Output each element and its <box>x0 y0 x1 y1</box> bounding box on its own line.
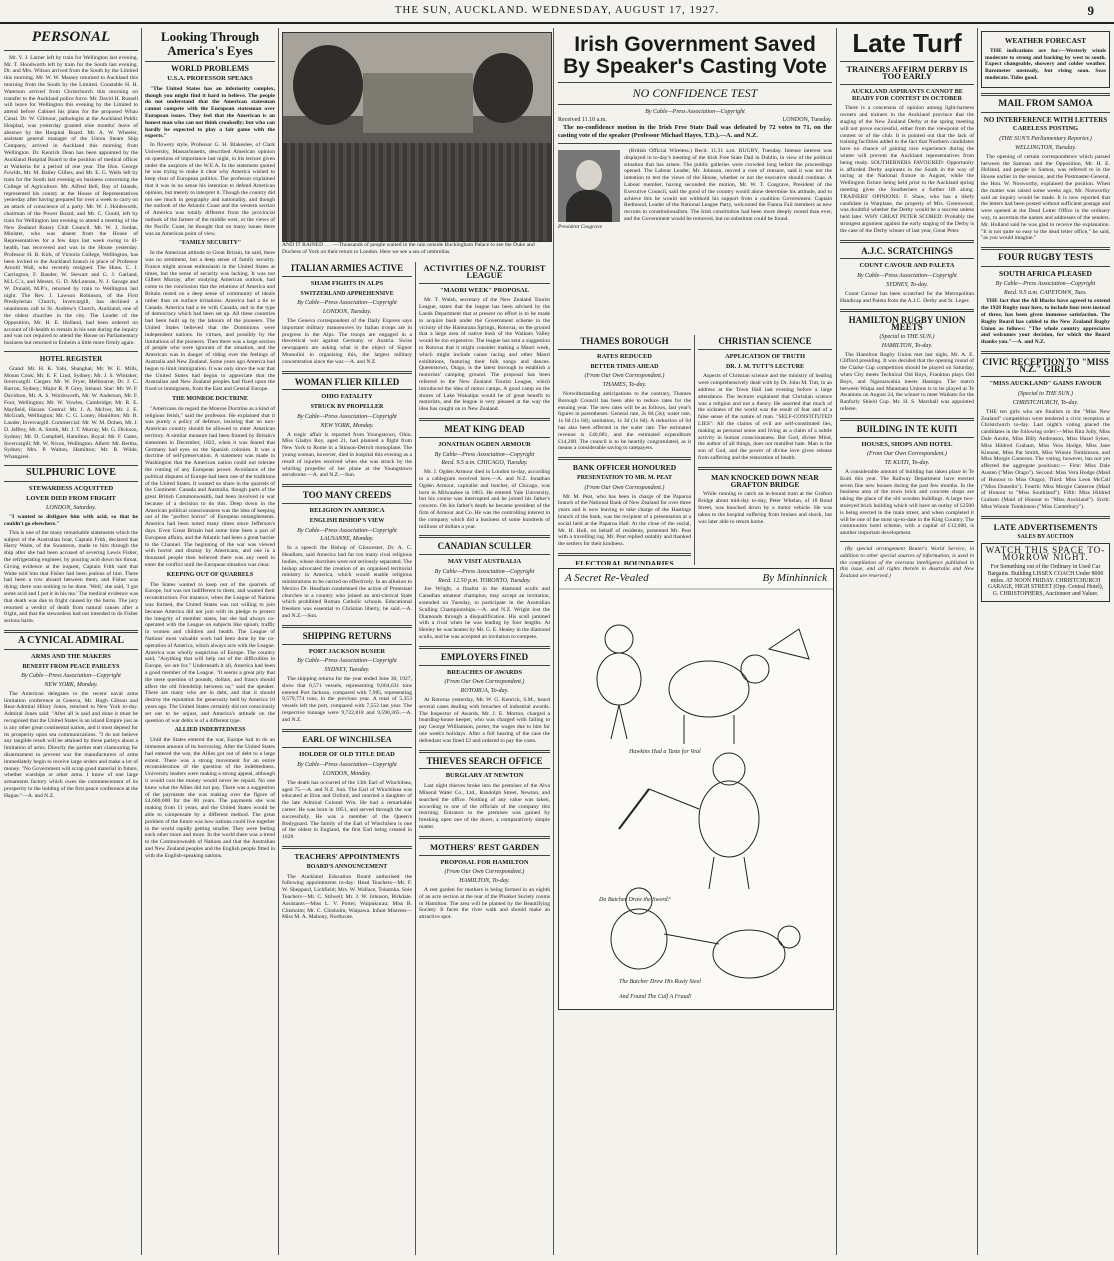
hotel-text: Grand: Mr. H. K. Yahi, Shanghai; Mr. W. E. Mills, Mount Cook; Mr. E. F. Lind, Sydney; Mr. J. S. Whitaker, Invercargill. Cargen: Mr. W. Fryer, Melbourne; Dr. J. C. Barron, Sydney; Major R. P. Grey, Ireland. Star: Mr. W. F. Davidson, Mr. A. S. Wordsworth, Mr. W. Anderson, Mr. F. Foot, Wellington; Mr. W. Vowles, Cambridge; Mr. R. E. Mayfield, Harare. Central: Mr. J. A. McIver, Mr. J. E. McGrath, Wellington; Mr. C. G. Loney, Hamilton; Mr. R. Lauder, Invercargill. Commercial: Mr. W. M. Dohen, Mr. J. D. Jaffrey, Mr. A. Smith, Mr. J. T. Murray, Mr. G. Dickson, Sydney; Mr. D. Campbell, Hamilton. Royal: Mr. F. Gates, Invercargill; Mr. W. Nixon, Wellington. Albert: Mr. Bertha, Sydney; Mrs. P. Walton, Hamilton; Mr. B. Wilde, Whangarei. <box>4 365 138 461</box>
tekuiti-heading: BUILDING IN TE KUITI <box>856 423 958 434</box>
irish-sub1: NO CONFIDENCE TEST <box>632 86 758 101</box>
ajc-heading: A.J.C. SCRATCHINGS <box>861 245 953 256</box>
cartoon-artist: By Minhinnick <box>762 572 827 584</box>
weather-text: THE indications are for:—Westerly winds moderate to strong and backing by west to south. Expect changeable, showery and colder weather. Barometer unsteady, but rising soon. Seas moderate. Tides good. <box>985 47 1106 81</box>
samoa-text: The opening of certain correspondence which passed between the Samoan and the Opposition, Mr. H. E. Holland, and people in Samoa, was referred to in the House earlier in the session, and the Postmaster-General, the Hon. W. Nosworthy, explained the position. When the matter was raised some weeks ago, Mr. Nosworthy said an inquiry would be made. It is now reported that the letters had been posted without sufficient postage and were opened at the Dead Letter Office in the ordinary way, to ascertain the names and addresses of the senders. Mr. Holland said he was glad to receive the explanation. "It is not quite so easy to the dead letter office," he said, "as you would imagine." <box>981 153 1110 242</box>
electoral-heading: ELECTORAL BOUNDARIES <box>575 558 674 565</box>
personal-text: Mr. V. J. Larner left by train for Wellington last evening. Mr. T. Hoodworth left by train for the South last evening. Dr. and Mrs. Wilson arrived from the South by the Limited this morning. Mr. W. W. Massey returned to Auckland this morning from the South by the Limited. Constable H. H. Waterson arrived from Christchurch this morning on transfer to the Auckland police force. Mr. David H. Russell will leave for Wellington this evening by the Limited to attend before Cabinet his plans for the proposed Whau Canal. Dr. W. Gilmour, pathologist at the Auckland Public Hospital, was yesterday granted nine months' leave of absence by the Hospital Board. Mr. A. W. Wheeler, assistant general manager of the Union Steam Ship Company, arrived in Auckland this morning from Wellington. Dr. Kenrick Dean has been appointed by the Auckland Hospital Board to the position of medical officer at Waikeria for a period of one year. The Hon. George Fowlds, Mr. M. Bailey Gillies, and Mr. E. G. Wells left by train for the South last evening on business concerning the College of Agriculture. Mr. Alfred Bell, Bay of Islands, represented his county at the House of Representatives yesterday after having prepared for over a week to carry on an attack of conscience of a party. Mr. W. J. Holdsworth, chairman of the Power Board, and Mr. C. Gould, left by train for Wellington last evening to attend a meeting of the New Zealand Rotary Club Council. Mr. W. J. Jordan, Minister, who was absent from the House of Representatives for a few days last week owing to ill-health, has recovered and was in the House yesterday. Professor H. B. Kirk, of Victoria College, Wellington, has been invited to the Auckland branch in place of Professor Arnold Wall, who recently resigned. The Hons. C. J. Carrington, F. Bander, W. Stewart and G. J. Garland, M.L.C.'s, and Messrs. G. D. McLennan, N. J. Savage and W. Donald, M.P.'s, returned by train to Wellington last night. The Rev. J. Lawson Robinson, of the First Presbyterian Church, Invercargill, has declined a unanimous call to St. Andrew's Church, Auckland, one of the oldest churches in the city. The Leader of the Opposition, Mr. H. E. Holland, had been ordered on account of ill-health to remain in his seat during the inquiry and was not required to attend the House on Parliamentary business but returned to Enheim a little more firmly again. <box>4 54 138 347</box>
sculler-dateline: Recd. 12.50 p.m. TORONTO, Tuesday. <box>438 577 531 584</box>
admiral-dateline: NEW YORK, Monday. <box>44 682 98 689</box>
christian-sub2: DR. J. M. TUTT'S LECTURE <box>725 363 805 370</box>
italian-sub1: SHAM FIGHTS IN ALPS <box>310 279 384 287</box>
thieves-sub1: BURGLARY AT NEWTON <box>445 772 524 780</box>
sculler-byline: By Cable—Press Association—Copyright <box>434 568 535 575</box>
hamilton-rugby-text: The Hamilton Rugby Union met last night, Mr. A. E. Clifford presiding. It was decided that the opening round of the Clarke Cup competition should be played on Saturday, when City meets Technical Old Boys, Frankton plays Old Boys, and Ngaruawahia meets Hautapu. The match between Waipa and Matamata Unions is to be played at Te Awamutu on August 24, the winner to meet Waikato for the Ranfurly Shield Cup. Mr. H. S. Marshall was appointed referee. <box>840 351 974 412</box>
sulphuric-text: This is one of the many remarkable statements which the subject of the Australian boat, Captain Frith, declared that Harry Waite, of the Swanston, made to him through the ship after she had been accused of severing Lewis Fisher, the refrigerating engineer, by pouring acid down his throat. Giving evidence at the inquest, Captain Frith said that Waite told him that Fisher had been jealous of him. There had been a row aboard between them, and Fisher was dying; there was nothing to be done. 'Well,' she said, 'I got some acid and I put it in his tea.' The medical evidence was that death was due to fright caused by the burns. The jury returned a verdict of death from natural causes after a fright, and that the stewardess had not intended to do Fisher serious harm. <box>4 529 138 625</box>
winchilsea-heading: EARL OF WINCHILSEA <box>302 734 392 744</box>
creeds-dateline: LAUSANNE, Monday. <box>320 536 374 543</box>
late-ads-sub1: SALES BY AUCTION <box>1017 533 1074 540</box>
man-knocked-text: While running to catch an in-bound tram at the Grafton Bridge about mid-day to-day, Peter Whelan, of 18 Bond Street, was knocked down by a motor vehicle. He was taken to the hospital suffering from bruises and shock, but was later able to return home. <box>698 491 832 525</box>
creeds-sub1: RELIGION IN AMERICA <box>309 506 385 514</box>
family-text: In the American attitude to Great Britain, he said, there was no sentiment, but a deep sense of family security. France might arouse enthusiasm in the United States at times, but the sense of security was lacking. It was not Gilbert Murray, after studying American outlook, had come to the conclusion that the relations of America and Britain rested on a deep sense of community of ideals rather than on surface irritations. America had a tie to Canada. America had a tie with Canada, and in the type of democracy which had been set up. All these countries had been built up by the labours of the pioneers. The United States believed that the Dominions were independent nations. Its virtues, and possibly by the limitations of the pioneers. Then there was a large section of people who were ignorant of the situation, and the American was in danger of riding over the feelings of Australia and New Zealand. Some years ago America had begun to limit immigration. It was only since the war that the United States had begun to appreciate that the Australian and New Zealand peoples had fixed upon the fixed or immigrants, from the East and Central Europe. <box>145 250 275 393</box>
employers-text: At Rotorua yesterday, Mr. W. G. Kenrick, S.M., heard several cases dealing with breaches of industrial awards. The Inspector of Awards, Mr. J. E. Morton, charged a boarding-house keeper, who was charged with failing to pay George Williamson, porter, the wages due to him for one week's holidays. After a full hearing of the case the defendant was fined £2 and ordered to pay the costs. <box>419 697 550 744</box>
meat-byline: By Cable—Press Association—Copyright <box>434 451 535 458</box>
irish-byline: By Cable—Press Association—Copyright <box>645 108 745 115</box>
meat-text: Mr. J. Ogden Armour died in London to-day, according to a cablegram received here.—A. and N.Z. Jonathan Ogden Armour, capitalist and butcher, of Chicago, was born in Milwaukee in 1863. He entered Yale University, but his course was interrupted and he joined his father's concern. On his father's death he became president of the firm of Armour and Co. He was the controlling interest in the company which did a business of some hundreds of millions of dollars a year. <box>419 469 550 530</box>
civic-text: THE ten girls who are finalists in the "Miss New Zealand" competition were tendered a civic reception at Christchurch to-day. Last night's voting placed the candidates in the following order:—Miss Rita Jolly, Miss Dale Austin, Miss Billy Andreason, Miss Hazel Sykes, Miss Hildred Graham, Miss Vera Hodge, Miss Jane Kinnear, Miss Pat Smith, Miss Winnie Tomkinson, and Miss Morgie Cameron. The voting, however, has not yet affected the aggregate positions:— First: Miss Dale Austen ("Miss Otago"). Second: Miss Vera Hodge (Maid of Honour to Miss Otago). Third: Miss Leon McCall ("Miss Dunedin"). Fourth: Miss Morgie Cameron (Maid of Honour to "Miss Southland"). Fifth: Miss Hildred Graham (Maid of Honour to "Miss Auckland"). Sixth: Miss Winnie Tomkinson ("Miss Canterbury"). <box>981 408 1110 511</box>
admiral-sub2: BENEFIT FROM PEACE PARLEYS <box>22 663 120 670</box>
employers-heading: EMPLOYERS FINED <box>440 651 529 662</box>
garden-byline: (From Our Own Correspondent.) <box>444 869 525 876</box>
photo-caption: AND IT RAINED . . . —Thousands of people waited in the rain outside Buckingham Palace to see the Duke and Duchess of York on their return to London. Here we see a sea of umbrellas. <box>282 242 535 255</box>
turf-text: There is a concensus of opinion among light-harness owners and trainers in the Auckland province that the staging of the New Zealand Derby at the spring meeting will not prove successful, either from the viewpoint of the contest or of the club. It is pointed out that the lack of training facilities added to the fact that Northern candidates have no chance of gaining race experience during the winter will prevent the Auckland representatives from being ready. SOUTHERNERS FAVOURED: Opportunity is afforded Derby aspirants in the South in the way of racing at the National fixture in August, while the Wellington fixture being held prior to the Auckland spring meeting gives the Southerners a further lift along. TRAINERS' OPINIONS: F. Shaw, who has a likely candidate in Warplane, the property of Mrs. Greenwood, was doubtful whether the Derby would be a success unless held later. WHY GREAT PETER SCORED: Probably the strongest argument against the early staging of the Derby is the case of the Derby winner of last year, Great Peter. <box>840 105 974 234</box>
flier-byline: By Cable—Press Association—Copyright <box>297 413 397 420</box>
thames-dateline: THAMES, To-day. <box>602 382 647 389</box>
rugby-tests-byline: By Cable—Press Association—Copyright <box>995 280 1096 287</box>
samoa-heading: MAIL FROM SAMOA <box>998 98 1093 109</box>
italian-text: The Geneva correspondent of the Daily Express says important military manoeuvres by Italian troops are in progress in the Alps. The troops are engaged in a theoretical war against Germany or Austria. Swiss newspapers are asking what is the object of Signor Mussolini in organising this, the largest military concentration since the war.—A. and N.Z. <box>282 317 412 365</box>
shipping-dateline: SYDNEY, Tuesday. <box>324 667 370 674</box>
christian-text: Aspects of Christian science and the ministry of healing were comprehensively dealt with by Dr. John M. Tutt, in an address at the Town Hall last evening before a large attendance. The lecturer explained that Christian science was a religion and not a theory. He asserted that much of the sickness of the world was the result of fear and of a false sense of the nature of man. "SELF-CONSTITUTED LIES": All the claims of evil are self-constituted lies, making as personal sense and living as a claim of a subtle activity in human consciousness. But God, divine Mind, the author of all things, does not manifest hate. Man is the son of God, and the power of divine love gives release from suffering and the restoration of health. <box>698 373 832 461</box>
thames-sub2: BETTER TIMES AHEAD <box>590 363 659 370</box>
creeds-heading: TOO MANY CREEDS <box>302 490 392 501</box>
cartoon-label-4: And Found The Calf A Fraud! <box>619 994 692 1000</box>
ajc-text: Count Cavour has been scratched for the Metropolitan Handicap and Paleta from the A.J.C. Derby and St. Leger. <box>840 290 974 304</box>
employers-sub1: BREACHES OF AWARDS <box>447 668 522 676</box>
meat-sub1: JONATHAN OGDEN ARMOUR <box>438 440 531 448</box>
late-ads-box <box>981 543 1110 602</box>
man-knocked-heading: MAN KNOCKED DOWN NEAR GRAFTON BRIDGE <box>711 472 819 489</box>
employers-dateline: ROTORUA, To-day. <box>460 688 509 695</box>
sulphuric-sub1: STEWARDESS ACQUITTED <box>28 484 114 492</box>
weather-heading: WEATHER FORECAST <box>1004 36 1087 45</box>
cosgrave-caption: President Cosgrave <box>558 224 603 231</box>
family-heading: "FAMILY SECURITY" <box>178 240 242 247</box>
flier-dateline: NEW YORK, Monday. <box>320 422 374 429</box>
masthead-title: THE SUN, AUCKLAND. WEDNESDAY, AUGUST 17, 1927. <box>394 4 720 16</box>
reuters-note: (By special arrangement Reuter's World Service, in addition to other special sources of information, is used in the compilation of the overseas intelligence published in this issue, and all rights therein in Australia and New Zealand are reserved.) <box>840 545 974 580</box>
hotel-heading: HOTEL REGISTER <box>39 355 103 364</box>
column-3 <box>282 262 412 1255</box>
column-8 <box>981 28 1110 1255</box>
hamilton-rugby-byline: (Special to THE SUN.) <box>879 334 935 340</box>
cosgrave-photo-block <box>558 150 620 231</box>
thames-byline: (From Our Own Correspondent.) <box>584 373 665 380</box>
palace-shape <box>363 73 473 133</box>
ajc-byline: By Cable—Press Association—Copyright <box>857 273 957 280</box>
thames-sub1: RATES REDUCED <box>597 352 652 360</box>
garden-sub1: PROPOSAL FOR HAMILTON <box>440 858 529 866</box>
italian-heading: ITALIAN ARMIES ACTIVE <box>290 263 404 273</box>
flier-sub1: OHIO FATALITY <box>321 393 373 401</box>
quarrels-text: The States wanted to keep out of the quarrels of Europe, but was not indifferent to them, and wanted their reconstruction. For instance, when the League of Nations was formed, the United States was not willing to join because America did not join with its pledge to protect the integrity of member states, but she had always co-operated with the League on subjects like opium, traffic in women and children and health. The League of Nations' most valuable work had been done by the co-operation of America, which always acts with the League. America was wholly suspicious of Europe. The country said, "Anything that will help out of the difficulties in Europe, we are for." Underneath it all, America had been a good member of the League. "It seems a great pity that the mere question of pounds, dollars, and francs should affect the old friendship between us," said the speaker. There are many who are in debt, and that it should destroy the reputation for generosity held by America 10 years ago. The United States certainly did not consciously set out to be unjust, and America's attitude on the question of war debts is of a different type. <box>145 581 275 724</box>
irish-text: (British Official Wireless.) Recd. 11.31 a.m. RUGBY, Tuesday. Intense interest was displayed in to-day's meeting of the Irish Free State Dail in Dublin, in view of the political situation that has arisen. The public galleries were crowded long before the proceedings opened. The Labour Leader, Mr. Johnson, moved a vote of censure, said it was not the intention to test the views of the House, whether or not the executive should continue. A Labour member, having seconded the motion, Mr. W. T. Cosgrave, President of the Executive Council, said the good of the country would alone determine his attitude, and to achieve this he would not withhold his support from a coalition Government. Captain Redmond, Leader of the National League Party, welcomed the Fianna Fail members as new recruits to constitutionalism. The Irish constitution had been more deeply rooted than ever, and the Government would be removed, but no substitute could be found. <box>624 148 832 223</box>
winchilsea-byline: By Cable—Press Association—Copyright <box>297 762 397 769</box>
shipping-sub1: PORT JACKSON BUSIER <box>308 647 386 655</box>
sulphuric-dateline: LONDON, Saturday. <box>46 505 96 512</box>
flier-heading: WOMAN FLIER KILLED <box>294 376 400 387</box>
teachers-sub1: BOARD'S ANNOUNCEMENT <box>306 863 388 870</box>
hamilton-rugby-dateline: HAMILTON, To-day. <box>881 342 933 349</box>
garden-dateline: HAMILTON, To-day. <box>459 878 510 885</box>
late-ads-heading: LATE ADVERTISEMENTS <box>993 521 1098 532</box>
admiral-heading: A CYNICAL ADMIRAL <box>17 634 125 646</box>
turf-sub1: TRAINERS AFFIRM DERBY IS TOO EARLY <box>846 64 968 82</box>
bank-text: Mr. M. Peat, who has been in charge of the Paparoa branch of the National Bank of New Zealand for over three years and is now leaving to take charge of the Hastings branch of the bank, was the recipient of a presentation at a social held at the Paparoa Hall. At the close of the social, Mr. H. Hull, on behalf of residents, presented Mr. Peat with a travelling rug. Mr. Peat replied suitably and thanked the settlers for their kindness. <box>558 493 691 548</box>
irish-story <box>558 32 832 332</box>
sculler-text: Joe Wright, a finalist in the diamond sculls and Canadian amateur champion, may accept an invitation, extended on Tuesday, to participate in the Australian Sculling Championships.—A. and N.Z. Wright lost the Diamonds through a disqualification. His scull jammed with a rival when he was leading by four lengths. At Henley he was beaten by Mr. G. E. Healey in the diamond sculls, and he was accepted an invitation to compete. <box>419 586 550 641</box>
winchilsea-text: The death has occurred of the 13th Earl of Winchilsea, aged 75.—A. and N.Z. Sun. The Earl of Winchilsea was educated at Eton and Oxford, and married a daughter of the late Admiral Colonel Wm. He had a remarkable career. He was born in 1851, and served through the war successfully. He was a member of the Queen's Bodyguard. The family of the Earl of Winchilsea is one of the oldest in England, the first Earl being created in 1628. <box>282 779 412 841</box>
thames-text: Notwithstanding anticipations to the contrary, Thames Borough Council has been able to reduce rates for the ensuing year. The new rates will be as follows, last year's figures in parentheses: General rate, 2s 8d (3s); water rate, 1s 6d (1s 6d); sanitation, 1s 3d (1s 6d). A reduction of 6d has also been effected in the water rate. The estimated revenue is £40,681, and the estimated expenditure £14,200. The council is to be heartily congratulated, as it means a considerable saving to ratepayers. <box>558 390 691 452</box>
sculler-sub1: MAY VISIT AUSTRALIA <box>447 558 522 566</box>
irish-dateline: LONDON, Tuesday. <box>782 117 832 124</box>
tekuiti-text: A considerable amount of building has taken place in Te Kuiti this year. The Railway Department have erected seven fine new houses during the past few months. In the business area of the town brick and concrete shops are taking the place of the old wooden buildings. A large two-storeyed brick building which will have an outlay of £2500 is being erected in the main street, and when completed it will be one of the most up-to-date in the King Country. The communists hotel scheme, with a capital of £12,000, is another important development. <box>840 468 974 537</box>
creeds-byline: By Cable—Press Association—Copyright <box>297 527 397 534</box>
shipping-text: The shipping returns for the year ended June 30, 1927, show that 8,571 vessels, representing 9,664,631 tons entered Port Jackson, compared with 7,985, representing 9,579,774 tons, in the previous year. A total of 5,353 vessels left the port, compared with 7,552 last year. The respective tonnage were 9,722,818 and 9,590,365.—A. and N.Z. <box>282 676 412 723</box>
italian-sub2: SWITZERLAND APPREHENSIVE <box>300 290 394 297</box>
thieves-heading: THIEVES SEARCH OFFICE <box>426 755 543 766</box>
flier-sub2: STRUCK BY PROPELLER <box>310 404 384 411</box>
christian-sub1: APPLICATION OF TRUTH <box>724 352 806 360</box>
civic-byline: (Special to THE SUN.) <box>1018 391 1073 398</box>
indebtedness-heading: ALLIED INDEBTEDNESS <box>174 727 246 734</box>
sulphuric-sub2: LOVER DIED FROM FRIGHT <box>26 494 116 502</box>
column-4 <box>419 262 550 1255</box>
cartoon-a-secret-revealed <box>558 568 834 1010</box>
civic-heading: CIVIC RECEPTION TO "MISS N.Z." GIRLS <box>982 356 1109 374</box>
creeds-text: In a speech the Bishop of Gloucester, Dr. A. C. Headlam, said America had far too many rival religious bodies, whose doctrines were not seriously separated. The bishop advocated the creation of an organised territorial ministry in America, which would enable religious ministrations to be carried on effectively. In an allusion to Mexico Dr. Headlam condemned the action of Protestant churches in a country who joined an anti-clerical State which prohibited Roman Catholic schools. Educational freedom was essential to Christian liberty, he said.—A. and N.Z.—Sun. <box>282 545 412 620</box>
rugby-tests-dateline: Recd. 9.5 a.m. CAPETOWN, Tues. <box>1004 289 1087 296</box>
samoa-sub1: NO INTERFERENCE WITH LETTERS <box>983 115 1108 124</box>
looking-quote: "The United States has an inferiority complex, though you might find it hard to believe. The people do not understand that the American statesman cannot compete with the European statesman over European issues. They feel that the American is an honest man who can not think crookedly; but who can hardly be expected to play a fair game with the experts." <box>145 85 275 140</box>
thames-heading: THAMES BOROUGH <box>580 336 669 346</box>
umbrella-crowd <box>283 143 551 241</box>
creeds-sub2: ENGLISH BISHOP'S VIEW <box>309 517 385 524</box>
column-7 <box>840 28 974 1255</box>
cartoon-panel-1 <box>597 625 809 744</box>
sulphuric-heading: SULPHURIC LOVE <box>26 466 116 478</box>
civic-sub1: "MISS AUCKLAND" GAINS FAVOUR <box>989 380 1102 388</box>
cartoon-panel-2 <box>619 753 759 889</box>
looking-heading: Looking Through America's Eyes <box>160 29 260 58</box>
admiral-text: The American delegates to the recent naval arms limitation conference at Geneva, Mr. Hugh Gibson and Rear-Admiral Hilary Jones, returned to New York to-day. Admiral Jones said: "After all is said and done it must be recognised that the United States is an island Empire just as is any other great continental nation, and it must depend for its prosperity upon sea communications. "I do not believe any tangible result will be attained by these parleys about a limitation of arms. Directly the parties start clamouring for disarmament to prevent war the manufacturers of arms immediately begin to receive large orders and make a lot of money. "No Government will scrap good material in future, whether warships or other arms. I know of one large armaments factory which owes the commencement of its prosperity to the holding of the first peace conference at the Hague."—A. and N.Z. <box>4 690 138 799</box>
admiral-byline: By Cable—Press Association—Copyright <box>21 673 121 680</box>
column-6 <box>698 335 832 565</box>
thieves-text: Last night thieves broke into the premises of the Alva Mineral Water Co., Ltd., Randolph Street, Newton, and searched the office. Nothing of any value was taken, according to one of the officials of the company this morning. Entrance to the premises was gained by breaking open one of the doors, a comparatively simple matter. <box>419 783 550 830</box>
samoa-dateline: WELLINGTON, Tuesday. <box>1014 144 1077 151</box>
bank-heading: BANK OFFICER HONOURED <box>572 463 677 473</box>
tekuiti-sub1: HOUSES, SHOPS AND HOTEL <box>861 440 953 448</box>
irish-received: Received 11.10 a.m. <box>558 117 607 124</box>
column-5 <box>558 335 691 565</box>
rugby-tests-heading: FOUR RUGBY TESTS <box>997 253 1094 264</box>
teachers-heading: TEACHERS' APPOINTMENTS <box>294 852 400 861</box>
looking-sub2: U.S.A. PROFESSOR SPEAKS <box>167 75 253 83</box>
cartoon-label-3: The Butcher Drew His Rusty Steel <box>619 979 701 985</box>
turf-sub2: AUCKLAND ASPIRANTS CANNOT BE READY FOR CONTEST IN OCTOBER <box>850 87 964 102</box>
column-1 <box>4 28 138 1255</box>
admiral-sub1: ARMS AND THE MAKERS <box>31 652 111 660</box>
italian-dateline: LONDON, Tuesday. <box>322 309 372 316</box>
lissex-coach-ad: For Something out of the Ordinary in Used Car Bargains. Building LISSEX COACH Under 8000 miles. AT NOON FRIDAY. CHRISTCHURCH GARAGE, HIGH STREET (Opp. Central Hotel), G. CHRISTOPHERS, Auctioneer and Valuer. <box>987 564 1104 598</box>
samoa-sub2: CARELESS POSTING <box>1012 125 1079 133</box>
irish-lead: The no-confidence motion in the Irish Free State Dail was defeated by 72 votes to 71, on the casting vote of the speaker (Professor Michael Hayes, T.D.).—A. and N.Z. <box>558 124 832 139</box>
shipping-heading: SHIPPING RETURNS <box>302 630 392 641</box>
cartoon-label-2: Do Butcher Draw the Sword? <box>599 897 671 903</box>
christian-heading: CHRISTIAN SCIENCE <box>718 336 812 346</box>
italian-byline: By Cable—Press Association—Copyright <box>297 300 397 307</box>
sulphuric-quote: "I wanted to disfigure him with acid, so that he couldn't go elsewhere." <box>4 514 138 527</box>
looking-sub1: WORLD PROBLEMS <box>170 64 249 74</box>
shipping-byline: By Cable—Press Association—Copyright <box>297 658 397 665</box>
indebtedness-text: Until the States entered the war, Europe had to do an immense amount of its borrowing. After the United States had entered the war, the Allies got out of debt to a large extent. There was a strong movement for an entire reconsideration of the question of the indebtedness. University leaders were making a strong appeal, although it would cost the money would never be repaid. No one knew what the Allies did not pay. There was a suggestion of the payments she was making over the figure of £4,600,000 for the 60 years. The payments she was making from 11 years, and the United States would be able to compensate by a different method. The great problem of the future was how nations could live together in the world rapidly getting smaller. They were feeling each other more and more. In the world there was a trend to the Commonwealth of Nations and that the Australian and New Zealand peoples and the English people fitted in with the English-speaking nations. <box>145 737 275 859</box>
monroe-heading: THE MONROE DOCTRINE <box>172 395 248 402</box>
irish-heading: Irish Government Saved By Speaker's Casting Vote <box>563 33 827 79</box>
league-text: Mr. T. Walsh, secretary of the New Zealand Tourist League, states that the league has been advised by the Lands Department that at present no effort is to be made to acquire bush under the Government scheme in the vicinity of the Hamurana Springs, Rotorua, on the ground that a large area of native bush of the Waikato Valley would be too expensive. The league has sent a suggestion to Rotorua that it might consider making a Maori week, which might include canoe racing and other Maori exhibitions, featuring their folk songs and dances. Queenstown, Otago, is the latest borough to establish a motorists' camping ground. The proposal has been referred to the New Zealand Tourist League, which introduced the idea of motor camps. A good camp on the shores of Lake Wakatipu would be of great benefit to motorists, and the league is very pleased at the way the idea has caught on in New Zealand. <box>419 297 550 413</box>
watch-this-space: WATCH THIS SPACE TO-MORROW NIGHT. <box>985 545 1106 563</box>
samoa-byline: (THE SUN'S Parliamentary Reporter.) <box>999 136 1092 143</box>
ajc-sub1: COUNT CAVOUR AND PALETA <box>859 262 955 270</box>
garden-text: A rest garden for mothers is being formed in an eighth of an acre section at the rear of the Plunket Society rooms in Hamilton. The area will be planted by the Beautifying Society. It faces the river walk and should make an attractive spot. <box>419 886 550 921</box>
league-sub1: "MAORI WEEK" PROPOSAL <box>439 286 530 294</box>
rugby-tests-text: THE fact that the All Blacks have agreed to extend the 1928 Rugby tour here, to include four tests instead of three, has been given immense satisfaction. The Rugby Board has cabled to the New Zealand Rugby Union as follows: "The whole country appreciates and welcomes your decision, for which the Board thanks you."—A. and N.Z. <box>981 298 1110 346</box>
tekuiti-byline: (From Our Own Correspondent.) <box>867 451 947 458</box>
cartoon-title: A Secret Re-Vealed <box>565 572 649 584</box>
teachers-text: The Auckland Education Board authorised the following appointments to-day: Head Teachers—Mr. F. W. Sheppard, Lichfield; Mrs. W. Wallace, Tokatoka. Sole Teachers—Mr. C. Stilwell; Mr. J. W. Johnson, Birkdale. Assistants—Miss L. V. Porter, Waipukurau; Miss B. Chisholm; Mr. C. Chisholm, Waipawa. Infant Mistress—Miss M. A. Mahony, Northcote. <box>282 873 412 921</box>
employers-byline: (From Our Own Correspondent.) <box>444 679 525 686</box>
looking-text: In flowery style, Professor G. H. Blakeslee, of Clark University, Massachusetts, described American opinion on questions of importance last night, in his lecture given under the auspices of the W.E.A. In the statement quoted he was trying to make it clear why America wished to keep clear of European politics. The professor explained that it was in no sense his intention to defend American opinion, but merely to interpret it. Though the country did not see much in geography and nationality, and though the outlook of the Atlantic Coast and the western section of America was totally different from the provincial outlook of the farmer of the middle west, or the views of the Pacific Coast, he thought that on many issues there was an American point of view. <box>145 142 275 237</box>
rugby-tests-sub1: SOUTH AFRICA PLEASED <box>999 268 1092 278</box>
cartoon-drawing <box>559 569 833 1009</box>
winchilsea-dateline: LONDON, Monday. <box>322 771 372 778</box>
cartoon-label-1: Hawkins Had a Taste for Veal <box>629 749 701 755</box>
meat-dateline: Recd. 9.5 a.m. CHICAGO, Tuesday. <box>441 460 528 467</box>
cosgrave-photo <box>558 150 620 222</box>
bank-sub1: PRESENTATION TO MR. M. PEAT <box>576 474 673 481</box>
flier-text: A tragic affair is reported from Youngstown, Ohio. Miss Gladys Roy, aged 21, had planned a flight from New York to Rome in a Stinson-Detroit monoplane. The young woman, however, died in hospital this evening as a result of injuries received when she was struck by the whirling propeller of her plane at the Youngstown aerodrome.—A. and N.Z.—Sun. <box>282 431 412 479</box>
civic-dateline: CHRISTCHURCH, To-day. <box>1012 400 1079 407</box>
column-2 <box>145 28 275 1255</box>
personal-heading: PERSONAL <box>31 29 111 45</box>
ajc-dateline: SYDNEY, To-day. <box>886 282 928 289</box>
hamilton-rugby-heading: HAMILTON RUGBY UNION MEETS <box>848 315 966 333</box>
masthead <box>0 0 1114 24</box>
irish-date-row <box>558 117 832 124</box>
winchilsea-sub1: HOLDER OF OLD TITLE DEAD <box>299 751 395 759</box>
tekuiti-dateline: TE KUITI, To-day. <box>884 460 930 467</box>
bank-byline: (From Our Own Correspondent.) <box>584 484 665 491</box>
sculler-heading: CANADIAN SCULLER <box>437 541 532 552</box>
late-turf-heading: Late Turf <box>852 28 962 58</box>
garden-heading: MOTHERS' REST GARDEN <box>430 841 539 852</box>
quarrels-heading: KEEPING OUT OF QUARRELS <box>166 571 254 578</box>
monroe-text: "Americans do regard the Monroe Doctrine as a kind of religious fetish," said the professor. He explained that it was purely a policy of defence, insisting that no non-American country should be allowed to enter American territory. A similar measure had been framed by Britain's statesmen in December, 1823, when it was feared that Germany had eyes on the Spanish colonies. It was a doctrine of self-preservation. A statement was made in Washington that the American nation could not tolerate the coming of any European power. Avoidance of the political disputes of Europe had been one of the traditions of the United States. It wanted no share in the quarrels of the Continent. Canada and Australia, though parts of the great British Commonwealth, had been involved in war because of a decision to do this. Deep down in the American political consciousness was the idea of keeping out of the "perfect horror" of European entanglements. America had been noted many times since Jefferson's days. Even Great Britain had some time been a part of European affairs, and the Atlantic had been a great barrier to the Channel. The beginning of the war was viewed with horror and dismay by Americans, and one in a thousand people then believed there was any need to enter the conflict until the European situation was clear. <box>145 405 275 569</box>
league-heading: ACTIVITIES OF N.Z. TOURIST LEAGUE <box>423 263 546 280</box>
buckingham-palace-photo <box>282 32 552 242</box>
page-number: 9 <box>1087 3 1094 18</box>
weather-box <box>981 31 1110 88</box>
meat-heading: MEAT KING DEAD <box>444 423 525 434</box>
